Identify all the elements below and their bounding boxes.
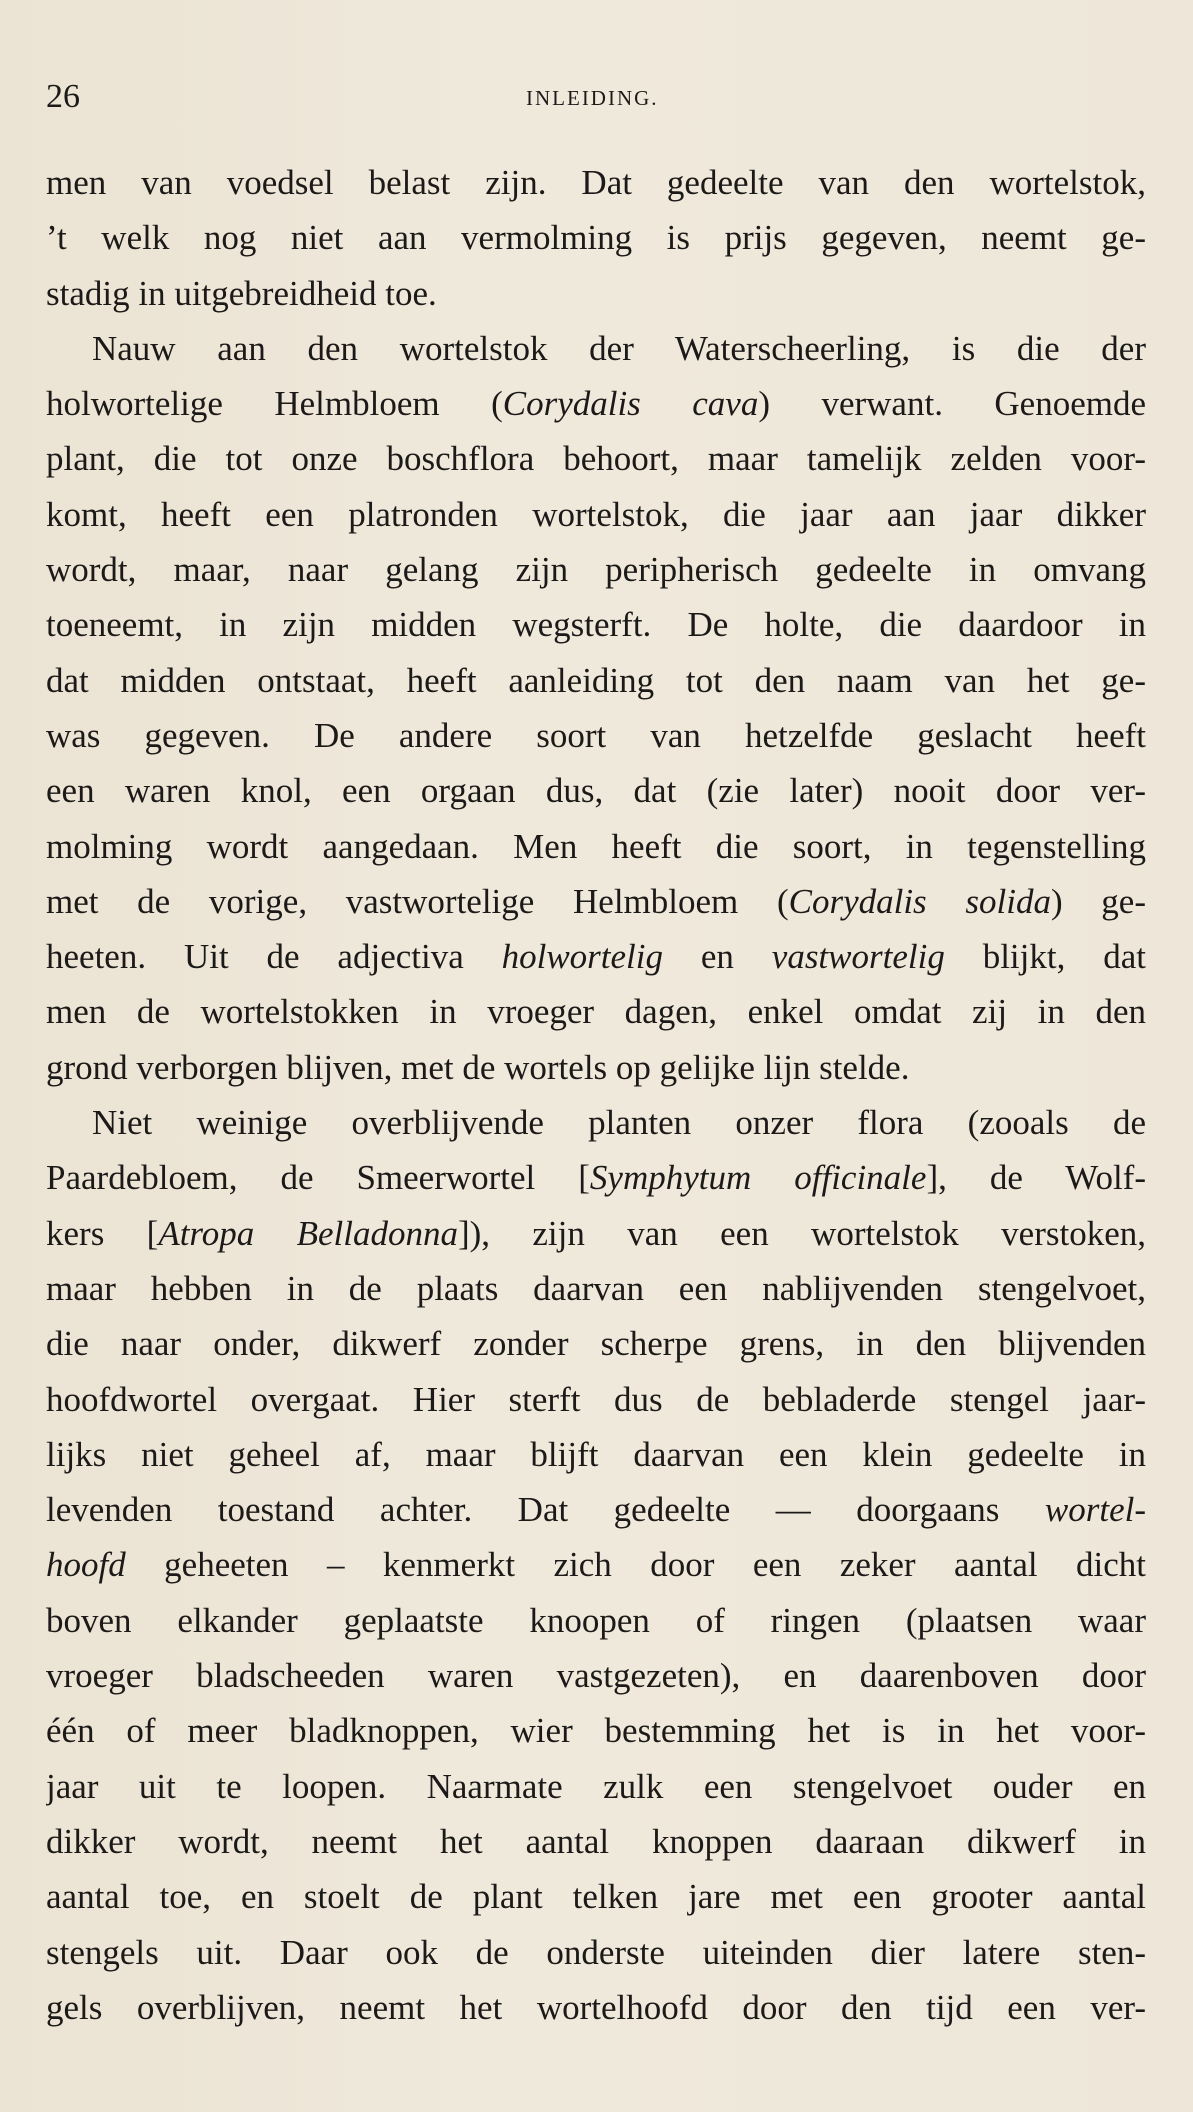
text-line (46, 1703, 1146, 1758)
text-line (46, 376, 1146, 431)
page-header (46, 72, 1146, 122)
text-segment: molming wordt aangedaan. Men heeft die soort, in tegenstelling (46, 826, 1146, 866)
text-segment: grond verborgen blijven, met de wortels op gelijke lijn stelde. (46, 1047, 910, 1087)
running-head: INLEIDING. (526, 86, 659, 110)
text-segment: ) ge- (1050, 881, 1146, 921)
text-line (46, 210, 1146, 265)
text-line (46, 542, 1146, 597)
text-segment: die naar onder, dikwerf zonder scherpe grens, in den blijvenden (46, 1324, 1146, 1364)
text-line (46, 1869, 1146, 1924)
text-segment: aantal toe, en stoelt de plant telken jare met een grooter aantal (46, 1877, 1146, 1917)
text-segment: jaar uit te loopen. Naarmate zulk een stengelvoet ouder en (46, 1766, 1146, 1806)
text-segment: geheeten – kenmerkt zich door een zeker aantal dicht (125, 1545, 1146, 1585)
text-segment: blijkt, dat (944, 937, 1146, 977)
text-segment: ], de Wolf- (926, 1158, 1146, 1198)
text-line (46, 1372, 1146, 1427)
text-line (46, 266, 1146, 321)
text-line (46, 1482, 1146, 1537)
text-line (46, 1040, 1146, 1095)
italic-text: vastwortelig (771, 937, 945, 977)
text-segment: Niet weinige overblijvende planten onzer flora (zooals de (92, 1103, 1146, 1143)
text-line (46, 1814, 1146, 1869)
text-segment: Paardebloem, de Smeerwortel [ (46, 1158, 590, 1198)
text-segment: lijks niet geheel af, maar blijft daarvan een klein gedeelte in (46, 1434, 1146, 1474)
text-segment: holwortelige Helmbloem ( (46, 384, 503, 424)
text-segment: gels overblijven, neemt het wortelhoofd door den tijd een ver- (46, 1987, 1146, 2027)
text-segment: één of meer bladknoppen, wier bestemming het is in het voor- (46, 1711, 1146, 1751)
text-segment: toeneemt, in zijn midden wegsterft. De holte, die daardoor in (46, 605, 1146, 645)
text-segment: ]), zijn van een wortelstok verstoken, (457, 1213, 1146, 1253)
italic-text: Symphytum officinale (589, 1158, 927, 1198)
text-segment: boven elkander geplaatste knoopen of ringen (plaatsen waar (46, 1600, 1146, 1640)
italic-text: Corydalis cava (502, 384, 759, 424)
text-line (46, 874, 1146, 929)
text-line (46, 321, 1146, 376)
text-segment: kers [ (46, 1213, 159, 1253)
text-segment: een waren knol, een orgaan dus, dat (zie later) nooit door ver- (46, 771, 1146, 811)
text-segment: levenden toestand achter. Dat gedeelte — doorgaans (46, 1490, 1045, 1530)
text-line (46, 763, 1146, 818)
text-line (46, 1150, 1146, 1205)
text-segment: en (663, 937, 772, 977)
text-line (46, 1095, 1146, 1150)
text-line (46, 155, 1146, 210)
text-line (46, 487, 1146, 542)
text-line (46, 1316, 1146, 1371)
text-line (46, 984, 1146, 1039)
text-segment: dikker wordt, neemt het aantal knoppen daaraan dikwerf in (46, 1821, 1146, 1861)
text-line (46, 708, 1146, 763)
text-line (46, 819, 1146, 874)
text-line (46, 1427, 1146, 1482)
text-line (46, 1537, 1146, 1592)
text-line (46, 1759, 1146, 1814)
page-number: 26 (46, 78, 80, 115)
text-line (46, 653, 1146, 708)
text-segment: men de wortelstokken in vroeger dagen, enkel omdat zij in den (46, 992, 1146, 1032)
text-segment: ’t welk nog niet aan vermolming is prijs gegeven, neemt ge- (46, 218, 1146, 258)
text-segment: stengels uit. Daar ook de onderste uiteinden dier latere sten- (46, 1932, 1146, 1972)
italic-text: holwortelig (501, 937, 664, 977)
text-segment: men van voedsel belast zijn. Dat gedeelte van den wortelstok, (46, 163, 1146, 202)
italic-text: Atropa Belladonna (158, 1213, 458, 1253)
text-segment: dat midden ontstaat, heeft aanleiding tot den naam van het ge- (46, 660, 1146, 700)
text-line (46, 431, 1146, 486)
text-segment: plant, die tot onze boschflora behoort, maar tamelijk zelden voor- (46, 439, 1146, 479)
text-segment: stadig in uitgebreidheid toe. (46, 273, 437, 313)
text-segment: maar hebben in de plaats daarvan een nablijvenden stengelvoet, (46, 1268, 1146, 1308)
text-line (46, 1206, 1146, 1261)
text-line (46, 1980, 1146, 2035)
italic-text: Corydalis solida (788, 881, 1051, 921)
text-line (46, 1593, 1146, 1648)
text-segment: komt, heeft een platronden wortelstok, die jaar aan jaar dikker (46, 494, 1146, 534)
text-line (46, 929, 1146, 984)
italic-text: wortel- (1044, 1490, 1146, 1530)
text-line (46, 1648, 1146, 1703)
text-segment: heeten. Uit de adjectiva (46, 937, 502, 977)
text-segment: wordt, maar, naar gelang zijn peripherisch gedeelte in omvang (46, 550, 1146, 590)
text-line (46, 1261, 1146, 1316)
text-segment: vroeger bladscheeden waren vastgezeten), en daarenboven door (46, 1656, 1146, 1696)
text-line (46, 597, 1146, 652)
italic-text: hoofd (46, 1545, 126, 1585)
text-segment: Nauw aan den wortelstok der Waterscheerling, is die der (92, 328, 1146, 368)
text-segment: ) verwant. Genoemde (758, 384, 1146, 424)
text-segment: hoofdwortel overgaat. Hier sterft dus de bebladerde stengel jaar- (46, 1379, 1146, 1419)
text-segment: met de vorige, vastwortelige Helmbloem ( (46, 881, 789, 921)
text-line (46, 1925, 1146, 1980)
body-text (46, 155, 1146, 2035)
text-segment: was gegeven. De andere soort van hetzelfde geslacht heeft (46, 715, 1146, 755)
